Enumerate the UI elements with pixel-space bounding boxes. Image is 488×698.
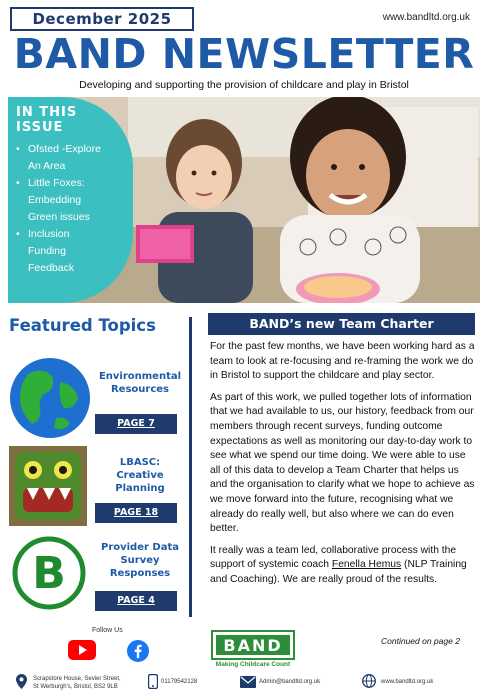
article-title: BAND’s new Team Charter xyxy=(208,313,475,335)
facebook-icon[interactable] xyxy=(127,640,149,667)
globe-icon xyxy=(8,356,92,445)
article-paragraph-3: It really was a team led, collaborative process with the support of systemic coach Fenella Hemus (NLP Training and Coaching). We are really proud of the results. xyxy=(210,544,467,585)
follow-us-label: Follow Us xyxy=(92,627,123,634)
footer-website[interactable]: www.bandltd.org.uk xyxy=(381,679,434,685)
newsletter-subtitle: Developing and supporting the provision of childcare and play in Bristol xyxy=(79,79,409,91)
band-tagline: Making Childcare Count xyxy=(215,661,291,668)
phone-icon xyxy=(148,674,158,694)
svg-text:BAND: BAND xyxy=(223,636,283,655)
continued-note: Continued on page 2 xyxy=(381,636,460,646)
topic-provider-data-survey: Provider Data Survey Responses xyxy=(100,542,179,579)
in-this-issue-panel xyxy=(8,97,133,303)
youtube-icon[interactable] xyxy=(68,640,96,665)
topic-1-page-link[interactable]: PAGE 7 xyxy=(95,414,177,434)
svg-text:B: B xyxy=(32,548,66,599)
article-paragraph-1: For the past few months, we have been working hard as a team to look at re-focusing and re-framing the work we do in Bristol to support the childcare and play sector. xyxy=(210,341,475,382)
monster-artwork xyxy=(9,446,87,531)
topic-environmental-resources: Environmental Resources xyxy=(98,371,182,395)
globe-web-icon xyxy=(362,674,376,693)
topic-lbasc-creative-planning: LBASC: Creative Planning xyxy=(115,457,165,494)
issue-date-badge: December 2025 xyxy=(10,7,194,31)
header-website-url[interactable]: www.bandltd.org.uk xyxy=(382,12,470,23)
issue-item-inclusion-funding: • Inclusion Funding Feedback xyxy=(16,226,123,277)
issue-list xyxy=(16,141,123,277)
in-this-issue-heading: IN THIS ISSUE xyxy=(16,105,78,135)
location-pin-icon xyxy=(16,674,27,694)
letter-b-icon xyxy=(12,536,86,615)
email-icon xyxy=(240,675,256,693)
footer-phone[interactable]: 01179542128 xyxy=(161,679,198,685)
newsletter-title: BAND NEWSLETTER xyxy=(13,30,475,78)
article-paragraph-2: As part of this work, we pulled together lots of information that we had available to us, our history, feedback from our members through recent surveys, funding outcome expectations as well as monitoring our day-to-day work to see what we spend our time doing. We were able to use all of this data to develop a Team Charter that helps us and the organisation to clarify what we hope to achieve as we move forward into the future, recognising what we already do really well, but also where we can do even better. xyxy=(210,391,475,535)
featured-topics-heading: Featured Topics xyxy=(9,316,156,335)
topic-2-page-link[interactable]: PAGE 18 xyxy=(95,503,177,523)
footer-address: Scrapstore House, Sevier Street, St Werburgh's, Bristol, BS2 9LB xyxy=(33,676,121,690)
footer-email[interactable]: Admin@bandltd.org.uk xyxy=(259,679,321,685)
article-body xyxy=(210,340,476,595)
column-divider xyxy=(189,317,192,617)
issue-item-ofsted: • Ofsted -Explore An Area xyxy=(16,141,123,175)
issue-item-little-foxes: • Little Foxes: Embedding Green issues xyxy=(16,175,123,226)
band-logo xyxy=(211,630,295,665)
coach-link[interactable]: Fenella Hemus xyxy=(331,559,402,571)
topic-3-page-link[interactable]: PAGE 4 xyxy=(95,591,177,611)
